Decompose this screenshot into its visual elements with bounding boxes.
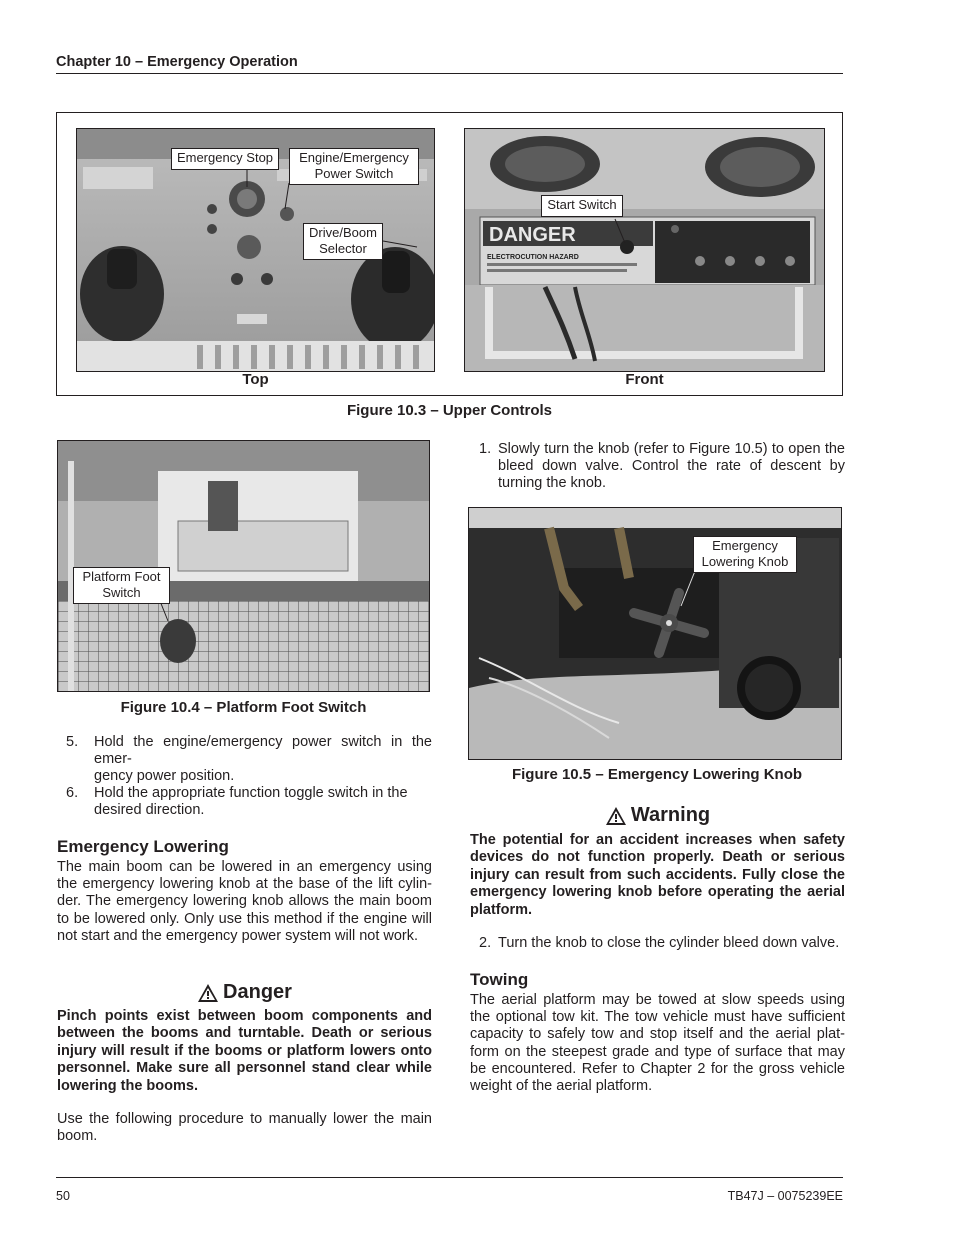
figure-10-3-caption: Figure 10.3 – Upper Controls bbox=[346, 402, 553, 419]
step-6-text: Hold the appropriate function toggle switch in the desired direction. bbox=[94, 785, 408, 819]
warning-triangle-icon bbox=[605, 806, 627, 826]
callout-emergency-stop: Emergency Stop bbox=[171, 148, 279, 170]
platform-foot-switch-image bbox=[58, 441, 429, 691]
step-6-number: 6. bbox=[66, 785, 79, 801]
danger-heading bbox=[57, 981, 432, 1004]
step-1-number: 1. bbox=[479, 441, 492, 457]
warning-text: The potential for an accident increases when safety devices do not function properly. Death or serious injury can result from such accidents. Fully close the emergency lowering knob before operating the aerial platform. bbox=[470, 832, 845, 918]
emergency-lowering-knob-photo bbox=[468, 507, 842, 760]
danger-text: Pinch points exist between boom components and between the booms and turntable. Death or serious injury will result if the booms or platform lowers onto personnel. Make sure all personnel stand clear while lowering the booms. bbox=[57, 1008, 432, 1094]
top-photo-label: Top bbox=[242, 371, 269, 388]
towing-heading: Towing bbox=[470, 970, 529, 989]
front-controls-image bbox=[465, 129, 824, 371]
step-1-text: Slowly turn the knob (refer to Figure 10.5) to open the bleed down valve. Control the rate of descent by turning the knob. bbox=[498, 441, 845, 492]
front-controls-photo bbox=[464, 128, 825, 372]
danger-sign-text: DANGER bbox=[489, 224, 576, 246]
front-photo-label: Front bbox=[625, 371, 664, 388]
step-5 bbox=[66, 734, 432, 785]
footer-rule bbox=[56, 1177, 843, 1178]
warning-triangle-icon bbox=[197, 983, 219, 1003]
header-rule bbox=[56, 73, 843, 74]
callout-drive-boom-selector: Drive/Boom Selector bbox=[303, 223, 383, 260]
step-6 bbox=[66, 785, 432, 821]
emergency-lowering-text: The main boom can be lowered in an emergency using the emergency lowering knob at the base of the lift cylin-der. The emergency lowering knob allows the main boom to be lowered only. Only use this method if the engine will not start and the emergency power system will not work. bbox=[57, 859, 432, 944]
danger-title: Danger bbox=[223, 981, 292, 1003]
emergency-lowering-heading: Emergency Lowering bbox=[57, 837, 229, 856]
figure-10-5-caption: Figure 10.5 – Emergency Lowering Knob bbox=[511, 766, 803, 783]
step-5-text: Hold the engine/emergency power switch in the emer- gency power position. bbox=[94, 734, 432, 785]
danger-sign-subtext: ELECTROCUTION HAZARD bbox=[487, 254, 579, 261]
callout-emergency-lowering-knob: Emergency Lowering Knob bbox=[693, 536, 797, 573]
page-number: 50 bbox=[56, 1189, 70, 1203]
callout-engine-emergency-power-switch: Engine/Emergency Power Switch bbox=[289, 148, 419, 185]
figure-10-4-caption: Figure 10.4 – Platform Foot Switch bbox=[120, 699, 367, 716]
callout-start-switch: Start Switch bbox=[541, 195, 623, 217]
warning-heading bbox=[470, 804, 845, 827]
step-2-number: 2. bbox=[479, 935, 492, 951]
procedure-intro: Use the following procedure to manually lower the main boom. bbox=[57, 1111, 432, 1145]
figure-10-3-frame bbox=[56, 112, 843, 396]
warning-title: Warning bbox=[630, 804, 711, 826]
chapter-title: Chapter 10 – Emergency Operation bbox=[56, 54, 298, 70]
callout-platform-foot-switch: Platform Foot Switch bbox=[73, 567, 170, 604]
top-controls-photo bbox=[76, 128, 435, 372]
towing-text: The aerial platform may be towed at slow speeds using the optional tow kit. The tow vehicle must have sufficient capacity to safely tow and stop itself and the aerial plat-form on the steepest grade and type of surface that may be encountered. Refer to Chapter 2 for the gross vehicle weight of the aerial platform. bbox=[470, 992, 845, 1095]
platform-foot-switch-photo bbox=[57, 440, 430, 692]
step-2 bbox=[479, 935, 845, 953]
step-1 bbox=[479, 441, 845, 493]
step-2-text: Turn the knob to close the cylinder bleed down valve. bbox=[498, 935, 840, 951]
document-id: TB47J – 0075239EE bbox=[727, 1189, 843, 1203]
step-5-number: 5. bbox=[66, 734, 79, 750]
